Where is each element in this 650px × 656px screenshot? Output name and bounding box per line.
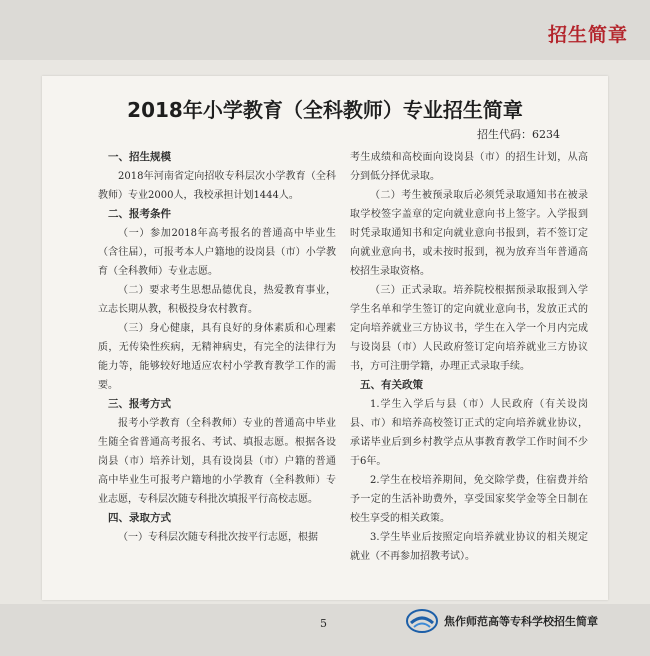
paragraph: 3.学生毕业后按照定向培养就业协议的相关规定就业（不再参加招教考试）。: [350, 532, 588, 562]
paragraph: （三）正式录取。培养院校根据预录取报到入学学生名单和学生签订的定向就业意向书，发放正式的定向培养就业三方协议书，学生在入学一个月内完成与设岗县（市）人民政府签订定向培养就业三方协议书，方可注册学籍，办理正式录取手续。: [350, 285, 588, 372]
paragraph: 考生成绩和高校面向设岗县（市）的招生计划，从高分到低分择优录取。: [350, 152, 588, 182]
section-heading: 二、报考条件: [108, 208, 171, 220]
paragraph: 1.学生入学后与县（市）人民政府（有关设岗县、市）和培养高校签订正式的定向培养就业协议，承诺毕业后到乡村教学点从事教育教学工作时间不少于6年。: [350, 399, 588, 467]
document-title: 2018年小学教育（全科教师）专业招生简章: [127, 98, 523, 122]
paragraph: （一）参加2018年高考报名的普通高中毕业生（含往届），可报考本人户籍地的设岗县（市）小学教育（全科教师）专业志愿。: [98, 228, 336, 277]
section-heading: 三、报考方式: [108, 398, 171, 410]
page-number: 5: [320, 617, 327, 630]
paragraph: （一）专科层次随专科批次按平行志愿，根据: [118, 532, 318, 543]
section-heading: 五、有关政策: [360, 379, 423, 391]
header-tag: 招生简章: [547, 24, 628, 46]
section-heading: 四、录取方式: [108, 512, 171, 524]
paragraph: （二）考生被预录取后必须凭录取通知书在被录取学校签字盖章的定向就业意向书上签字。入学报到时凭录取通知书和定向就业意向书报到，若不签订定向就业意向书，或未按时报到，视为放弃当年普通高校招生录取资格。: [350, 190, 588, 277]
right-column: [350, 148, 588, 566]
paragraph: （三）身心健康，具有良好的身体素质和心理素质，无传染性疾病，无精神病史，有完全的法律行为能力等，能够较好地适应农村小学教育教学工作的需要。: [98, 323, 336, 391]
college-logo-icon: [405, 607, 439, 635]
paragraph: 2.学生在校培养期间，免交除学费，住宿费并给予一定的生活补助费外，享受国家奖学金等全日制在校生享受的相关政策。: [350, 475, 588, 524]
document-page: [42, 76, 608, 600]
footer-band: [0, 604, 650, 656]
enrollment-code: 招生代码：6234: [477, 128, 560, 141]
header-band: [0, 0, 650, 60]
left-column: [98, 148, 336, 547]
section-heading: 一、招生规模: [108, 151, 171, 163]
paragraph: 2018年河南省定向招收专科层次小学教育（全科教师）专业2000人，我校承担计划1444人。: [98, 171, 336, 201]
paragraph: 报考小学教育（全科教师）专业的普通高中毕业生随全省普通高考报名、考试、填报志愿。根据各设岗县（市）培养计划，具有设岗县（市）户籍的普通高中毕业生可报考户籍地的小学教育（全科教师）专业志愿，专科层次随专科批次填报平行高校志愿。: [98, 418, 336, 505]
paragraph: （二）要求考生思想品德优良，热爱教育事业，立志长期从教，积极投身农村教育。: [98, 285, 336, 315]
footer-college-name: 焦作师范高等专科学校招生简章: [444, 615, 598, 628]
